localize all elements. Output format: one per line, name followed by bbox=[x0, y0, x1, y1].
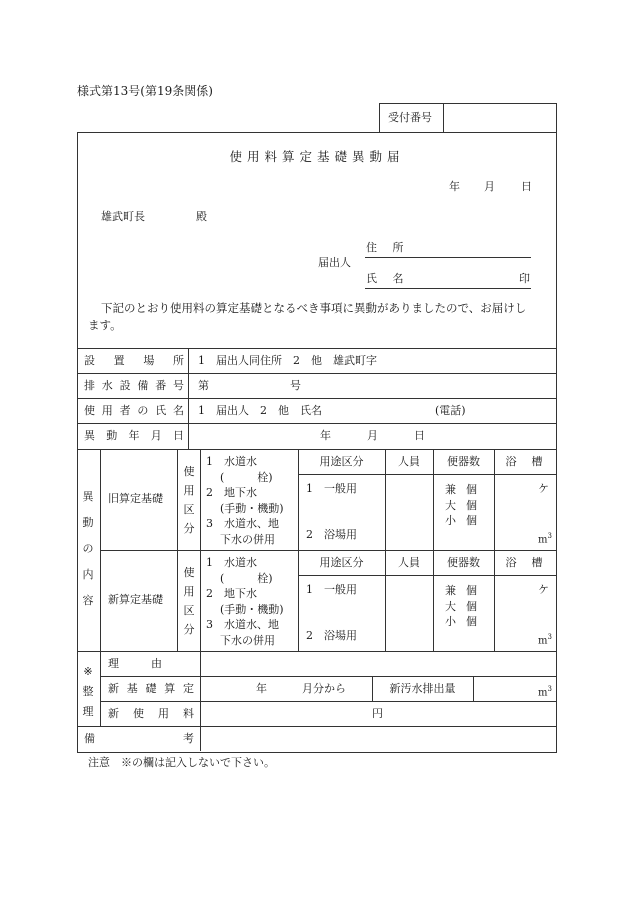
change-date-day: 日 bbox=[414, 429, 425, 442]
address-underline bbox=[365, 257, 531, 258]
user-name-input[interactable] bbox=[335, 400, 430, 421]
new-water-item-1: 1 水道水 bbox=[206, 556, 257, 569]
reason-label: 理由 bbox=[108, 657, 162, 670]
intro-line-1: 下記のとおり使用料の算定基礎となるべき事項に異動がありましたので、お届けし bbox=[101, 301, 527, 315]
new-discharge-label: 新汚水排出量 bbox=[389, 682, 456, 695]
new-water-item-2: 2 地下水 bbox=[206, 587, 257, 600]
new-basis-from: 月分から bbox=[302, 682, 346, 695]
equipment-number-input[interactable] bbox=[212, 375, 287, 396]
change-date-year: 年 bbox=[320, 429, 331, 442]
remarks-input[interactable] bbox=[202, 728, 554, 750]
name-underline bbox=[365, 288, 531, 289]
intro-line-2: ます。 bbox=[88, 318, 122, 332]
change-date-month: 月 bbox=[367, 429, 378, 442]
new-people-input[interactable] bbox=[386, 577, 432, 650]
old-water-item-1b: ( 栓) bbox=[220, 470, 273, 484]
old-toilet-types: 兼 個 大 個 小 個 bbox=[445, 483, 477, 527]
new-usage-bath: 2 浴場用 bbox=[306, 629, 357, 642]
old-usage-bath: 2 浴場用 bbox=[306, 528, 357, 541]
new-discharge-unit: $m^3$ bbox=[538, 685, 552, 699]
new-header-people: 人員 bbox=[398, 556, 420, 569]
date-month: 月 bbox=[484, 180, 495, 193]
form-title: 使用料算定基礎異動届 bbox=[229, 149, 405, 164]
form-number: 様式第13号(第19条関係) bbox=[77, 84, 213, 98]
old-water-item-3b: 下水の併用 bbox=[220, 532, 275, 546]
new-water-source-options bbox=[206, 555, 284, 648]
applicant-name-label: 氏 名 bbox=[366, 272, 410, 285]
new-water-item-1b: ( 栓) bbox=[220, 571, 273, 585]
old-water-source-options bbox=[206, 454, 284, 547]
fee-unit: 円 bbox=[372, 707, 383, 720]
old-header-usage: 用途区分 bbox=[319, 455, 364, 468]
applicant-name-input[interactable] bbox=[410, 271, 515, 287]
old-usage-general: 1 一般用 bbox=[306, 482, 357, 495]
old-header-people: 人員 bbox=[398, 455, 420, 468]
seal-mark: 印 bbox=[519, 272, 530, 285]
receipt-number-field[interactable] bbox=[444, 104, 556, 133]
new-fee-label: 新使用料 bbox=[108, 707, 194, 720]
new-basis-label: 新算定基礎 bbox=[108, 593, 163, 606]
applicant-address-label: 住 所 bbox=[366, 241, 410, 254]
old-header-bath: 浴 槽 bbox=[505, 455, 545, 468]
equipment-number-prefix: 第 bbox=[198, 379, 209, 392]
location-label: 設置場所 bbox=[84, 354, 184, 367]
new-usage-type-label: 使 用 区 分 bbox=[183, 566, 195, 636]
applicant-label: 届出人 bbox=[318, 256, 351, 269]
addressee-name: 雄武町長 bbox=[101, 210, 145, 223]
old-usage-type-label: 使 用 区 分 bbox=[183, 465, 195, 535]
location-value: 1 届出人同住所 2 他 雄武町字 bbox=[198, 354, 377, 367]
old-bath-unit: ケ bbox=[538, 482, 549, 495]
receipt-number-box bbox=[379, 103, 557, 133]
addressee-honorific: 殿 bbox=[196, 210, 207, 223]
old-header-toilets: 便器数 bbox=[447, 455, 480, 468]
user-name-label: 使用者の氏名 bbox=[84, 404, 184, 417]
new-discharge-input[interactable] bbox=[475, 678, 533, 699]
new-header-bath: 浴 槽 bbox=[505, 556, 545, 569]
new-basis-calc-label: 新基礎算定 bbox=[108, 682, 194, 695]
new-header-toilets: 便器数 bbox=[447, 556, 480, 569]
old-people-input[interactable] bbox=[386, 476, 432, 549]
location-input[interactable] bbox=[390, 350, 550, 371]
old-water-item-1: 1 水道水 bbox=[206, 455, 257, 468]
user-name-value: 1 届出人 2 他 氏名 bbox=[198, 404, 322, 417]
new-water-item-2b: (手動・機動) bbox=[220, 602, 284, 616]
receipt-label: 受付番号 bbox=[388, 111, 432, 124]
date-day: 日 bbox=[521, 180, 532, 193]
old-water-item-2: 2 地下水 bbox=[206, 486, 257, 499]
old-water-item-3: 3 水道水、地 bbox=[206, 517, 279, 530]
address-input[interactable] bbox=[410, 240, 530, 256]
old-volume-unit: $m^3$ bbox=[538, 532, 552, 546]
new-toilet-types: 兼 個 大 個 小 個 bbox=[445, 584, 477, 628]
new-volume-unit: $m^3$ bbox=[538, 633, 552, 647]
new-water-item-3: 3 水道水、地 bbox=[206, 618, 279, 631]
reason-input[interactable] bbox=[202, 653, 554, 675]
change-section-label: 異 動 の 内 容 bbox=[82, 490, 94, 607]
new-water-item-3b: 下水の併用 bbox=[220, 633, 275, 647]
new-bath-unit: ケ bbox=[538, 583, 549, 596]
footer-note: 注意 ※の欄は記入しないで下さい。 bbox=[88, 756, 275, 769]
old-water-item-2b: (手動・機動) bbox=[220, 501, 284, 515]
new-header-usage: 用途区分 bbox=[319, 556, 364, 569]
new-fee-input[interactable] bbox=[202, 703, 367, 724]
user-phone-label: (電話) bbox=[435, 404, 466, 417]
office-mark: ※ bbox=[83, 665, 93, 678]
old-basis-label: 旧算定基礎 bbox=[108, 492, 163, 505]
date-year: 年 bbox=[449, 180, 460, 193]
new-basis-year: 年 bbox=[256, 682, 267, 695]
office-use-label: ※ 整 理 bbox=[81, 662, 95, 722]
remarks-label: 備考 bbox=[84, 732, 194, 745]
new-usage-general: 1 一般用 bbox=[306, 583, 357, 596]
equipment-number-label: 排水設備番号 bbox=[84, 379, 184, 392]
equipment-number-suffix: 号 bbox=[290, 379, 301, 392]
change-date-label: 異動年月日 bbox=[84, 429, 184, 442]
